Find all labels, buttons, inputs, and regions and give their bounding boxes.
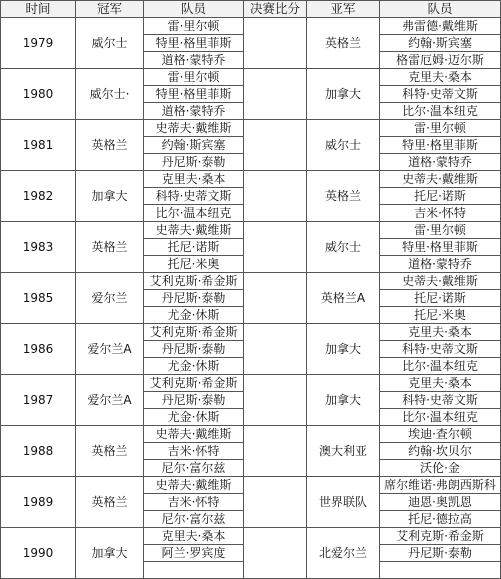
runner-up-cell[interactable]: 威尔士 bbox=[307, 222, 380, 273]
runner-up-cell[interactable]: 英格兰A bbox=[307, 273, 380, 324]
runner-up-cell[interactable]: 加拿大 bbox=[307, 324, 380, 375]
runner-up-player-cell[interactable]: 克里夫·桑本 bbox=[380, 69, 501, 86]
champion-player-cell[interactable]: 丹尼斯·泰勒 bbox=[144, 154, 244, 171]
year-cell[interactable]: 1981 bbox=[1, 120, 76, 171]
year-cell[interactable]: 1987 bbox=[1, 375, 76, 426]
table-row bbox=[1, 222, 501, 239]
runner-up-player-cell[interactable]: 弗雷德·戴维斯 bbox=[380, 18, 501, 35]
champion-cell[interactable]: 威尔士 bbox=[76, 18, 144, 69]
runner-up-player-cell[interactable]: 雷·里尔顿 bbox=[380, 120, 501, 137]
runner-up-cell[interactable]: 加拿大 bbox=[307, 69, 380, 120]
table-row bbox=[1, 273, 501, 290]
champion-player-cell[interactable]: 托尼·米奥 bbox=[144, 256, 244, 273]
final-score-cell[interactable] bbox=[244, 69, 307, 120]
champion-player-cell[interactable]: 道格·蒙特乔 bbox=[144, 52, 244, 69]
runner-up-player-cell[interactable] bbox=[380, 562, 501, 579]
final-score-cell[interactable] bbox=[244, 222, 307, 273]
champion-cell[interactable]: 爱尔兰 bbox=[76, 273, 144, 324]
runner-up-player-cell[interactable]: 托尼·德拉高 bbox=[380, 511, 501, 528]
champion-player-cell[interactable]: 道格·蒙特乔 bbox=[144, 103, 244, 120]
table-row bbox=[1, 120, 501, 137]
champion-player-cell[interactable]: 史蒂夫·戴维斯 bbox=[144, 222, 244, 239]
header-champion-players[interactable]: 队员 bbox=[144, 1, 244, 18]
champion-cell[interactable]: 加拿大 bbox=[76, 171, 144, 222]
runner-up-player-cell[interactable]: 埃迪·查尔顿 bbox=[380, 426, 501, 443]
table-row bbox=[1, 426, 501, 443]
final-score-cell[interactable] bbox=[244, 120, 307, 171]
champion-cell[interactable]: 英格兰 bbox=[76, 477, 144, 528]
runner-up-player-cell[interactable]: 雷·里尔顿 bbox=[380, 222, 501, 239]
year-cell[interactable]: 1990 bbox=[1, 528, 76, 579]
champion-cell[interactable]: 爱尔兰A bbox=[76, 375, 144, 426]
year-cell[interactable]: 1985 bbox=[1, 273, 76, 324]
runner-up-cell[interactable]: 世界联队 bbox=[307, 477, 380, 528]
champion-player-cell[interactable]: 史蒂夫·戴维斯 bbox=[144, 426, 244, 443]
runner-up-cell[interactable]: 澳大利亚 bbox=[307, 426, 380, 477]
runner-up-player-cell[interactable]: 约翰·坎贝尔 bbox=[380, 443, 501, 460]
runner-up-player-cell[interactable]: 比尔·温本纽克 bbox=[380, 409, 501, 426]
header-runner-up-players[interactable]: 队员 bbox=[380, 1, 501, 18]
champion-player-cell[interactable]: 丹尼斯·泰勒 bbox=[144, 392, 244, 409]
champion-player-cell[interactable]: 艾利克斯·希金斯 bbox=[144, 324, 244, 341]
champion-player-cell[interactable]: 艾利克斯·希金斯 bbox=[144, 375, 244, 392]
champion-player-cell[interactable]: 尤金·休斯 bbox=[144, 409, 244, 426]
runner-up-player-cell[interactable]: 克里夫·桑本 bbox=[380, 324, 501, 341]
runner-up-cell[interactable]: 北爱尔兰 bbox=[307, 528, 380, 579]
champion-player-cell[interactable]: 尤金·休斯 bbox=[144, 358, 244, 375]
runner-up-player-cell[interactable]: 史蒂夫·戴维斯 bbox=[380, 171, 501, 188]
runner-up-player-cell[interactable]: 科特·史蒂文斯 bbox=[380, 392, 501, 409]
champion-player-cell[interactable]: 克里夫·桑本 bbox=[144, 171, 244, 188]
champion-player-cell[interactable]: 丹尼斯·泰勒 bbox=[144, 341, 244, 358]
runner-up-player-cell[interactable]: 吉米·怀特 bbox=[380, 205, 501, 222]
runner-up-player-cell[interactable]: 约翰·斯宾塞 bbox=[380, 35, 501, 52]
header-year[interactable]: 时间 bbox=[1, 1, 76, 18]
header-champion[interactable]: 冠军 bbox=[76, 1, 144, 18]
year-cell[interactable]: 1982 bbox=[1, 171, 76, 222]
champion-player-cell[interactable]: 吉米·怀特 bbox=[144, 443, 244, 460]
table-row bbox=[1, 477, 501, 494]
champion-cell[interactable]: 爱尔兰A bbox=[76, 324, 144, 375]
runner-up-player-cell[interactable]: 科特·史蒂文斯 bbox=[380, 86, 501, 103]
header-final-score[interactable]: 决赛比分 bbox=[244, 1, 307, 18]
champion-player-cell[interactable]: 雷·里尔顿 bbox=[144, 69, 244, 86]
table-row bbox=[1, 171, 501, 188]
champion-player-cell[interactable]: 科特·史蒂文斯 bbox=[144, 188, 244, 205]
year-cell[interactable]: 1980 bbox=[1, 69, 76, 120]
runner-up-cell[interactable]: 威尔士 bbox=[307, 120, 380, 171]
champion-player-cell[interactable]: 艾利克斯·希金斯 bbox=[144, 273, 244, 290]
runner-up-player-cell[interactable]: 科特·史蒂文斯 bbox=[380, 341, 501, 358]
champion-player-cell[interactable]: 尤金·休斯 bbox=[144, 307, 244, 324]
champion-cell[interactable]: 英格兰 bbox=[76, 426, 144, 477]
runner-up-player-cell[interactable]: 道格·蒙特乔 bbox=[380, 154, 501, 171]
runner-up-cell[interactable]: 英格兰 bbox=[307, 18, 380, 69]
champion-player-cell[interactable]: 比尔·温本纽克 bbox=[144, 205, 244, 222]
table-row bbox=[1, 18, 501, 35]
runner-up-player-cell[interactable]: 史蒂夫·戴维斯 bbox=[380, 273, 501, 290]
champion-player-cell[interactable]: 雷·里尔顿 bbox=[144, 18, 244, 35]
runner-up-player-cell[interactable]: 托尼·米奥 bbox=[380, 307, 501, 324]
year-cell[interactable]: 1983 bbox=[1, 222, 76, 273]
champion-cell[interactable]: 威尔士· bbox=[76, 69, 144, 120]
champion-cell[interactable]: 英格兰 bbox=[76, 222, 144, 273]
runner-up-player-cell[interactable]: 丹尼斯·泰勒 bbox=[380, 545, 501, 562]
champion-player-cell[interactable]: 克里夫·桑本 bbox=[144, 528, 244, 545]
final-score-cell[interactable] bbox=[244, 171, 307, 222]
champion-player-cell[interactable]: 阿兰·罗宾度 bbox=[144, 545, 244, 562]
champion-cell[interactable]: 英格兰 bbox=[76, 120, 144, 171]
runner-up-player-cell[interactable]: 道格·蒙特乔 bbox=[380, 256, 501, 273]
year-cell[interactable]: 1988 bbox=[1, 426, 76, 477]
runner-up-player-cell[interactable]: 比尔·温本纽克 bbox=[380, 358, 501, 375]
runner-up-player-cell[interactable]: 特里·格里菲斯 bbox=[380, 239, 501, 256]
final-score-cell[interactable] bbox=[244, 324, 307, 375]
runner-up-player-cell[interactable]: 托尼·诺斯 bbox=[380, 188, 501, 205]
final-score-cell[interactable] bbox=[244, 375, 307, 426]
header-runner-up[interactable]: 亚军 bbox=[307, 1, 380, 18]
runner-up-cell[interactable]: 加拿大 bbox=[307, 375, 380, 426]
year-cell[interactable]: 1979 bbox=[1, 18, 76, 69]
runner-up-player-cell[interactable]: 格雷厄姆·迈尔斯 bbox=[380, 52, 501, 69]
champion-player-cell[interactable]: 尼尔·富尔兹 bbox=[144, 511, 244, 528]
table-row bbox=[1, 375, 501, 392]
runner-up-player-cell[interactable]: 沃伦·金 bbox=[380, 460, 501, 477]
runner-up-player-cell[interactable]: 席尔维诺·弗朗西斯科 bbox=[380, 477, 501, 494]
champion-player-cell[interactable]: 托尼·诺斯 bbox=[144, 239, 244, 256]
final-score-cell[interactable] bbox=[244, 18, 307, 69]
champion-player-cell[interactable]: 吉米·怀特 bbox=[144, 494, 244, 511]
year-cell[interactable]: 1989 bbox=[1, 477, 76, 528]
final-score-cell[interactable] bbox=[244, 426, 307, 477]
champion-player-cell[interactable]: 特里·格里菲斯 bbox=[144, 86, 244, 103]
champion-player-cell[interactable]: 特里·格里菲斯 bbox=[144, 35, 244, 52]
runner-up-player-cell[interactable]: 比尔·温本纽克 bbox=[380, 103, 501, 120]
champion-player-cell[interactable]: 尼尔·富尔兹 bbox=[144, 460, 244, 477]
champion-cell[interactable]: 加拿大 bbox=[76, 528, 144, 579]
runner-up-player-cell[interactable]: 特里·格里菲斯 bbox=[380, 137, 501, 154]
champion-player-cell[interactable]: 丹尼斯·泰勒 bbox=[144, 290, 244, 307]
final-score-cell[interactable] bbox=[244, 273, 307, 324]
year-cell[interactable]: 1986 bbox=[1, 324, 76, 375]
header-row bbox=[1, 1, 501, 18]
runner-up-player-cell[interactable]: 克里夫·桑本 bbox=[380, 375, 501, 392]
runner-up-player-cell[interactable]: 迪恩·奥凯恩 bbox=[380, 494, 501, 511]
champion-player-cell[interactable]: 约翰·斯宾塞 bbox=[144, 137, 244, 154]
champion-player-cell[interactable]: 史蒂夫·戴维斯 bbox=[144, 120, 244, 137]
champion-player-cell[interactable]: 史蒂夫·戴维斯 bbox=[144, 477, 244, 494]
table-row bbox=[1, 69, 501, 86]
runner-up-cell[interactable]: 英格兰 bbox=[307, 171, 380, 222]
table-row bbox=[1, 324, 501, 341]
runner-up-player-cell[interactable]: 艾利克斯·希金斯 bbox=[380, 528, 501, 545]
final-score-cell[interactable] bbox=[244, 477, 307, 528]
runner-up-player-cell[interactable]: 托尼·诺斯 bbox=[380, 290, 501, 307]
final-score-cell[interactable] bbox=[244, 528, 307, 579]
champion-player-cell[interactable] bbox=[144, 562, 244, 579]
table-row bbox=[1, 528, 501, 545]
